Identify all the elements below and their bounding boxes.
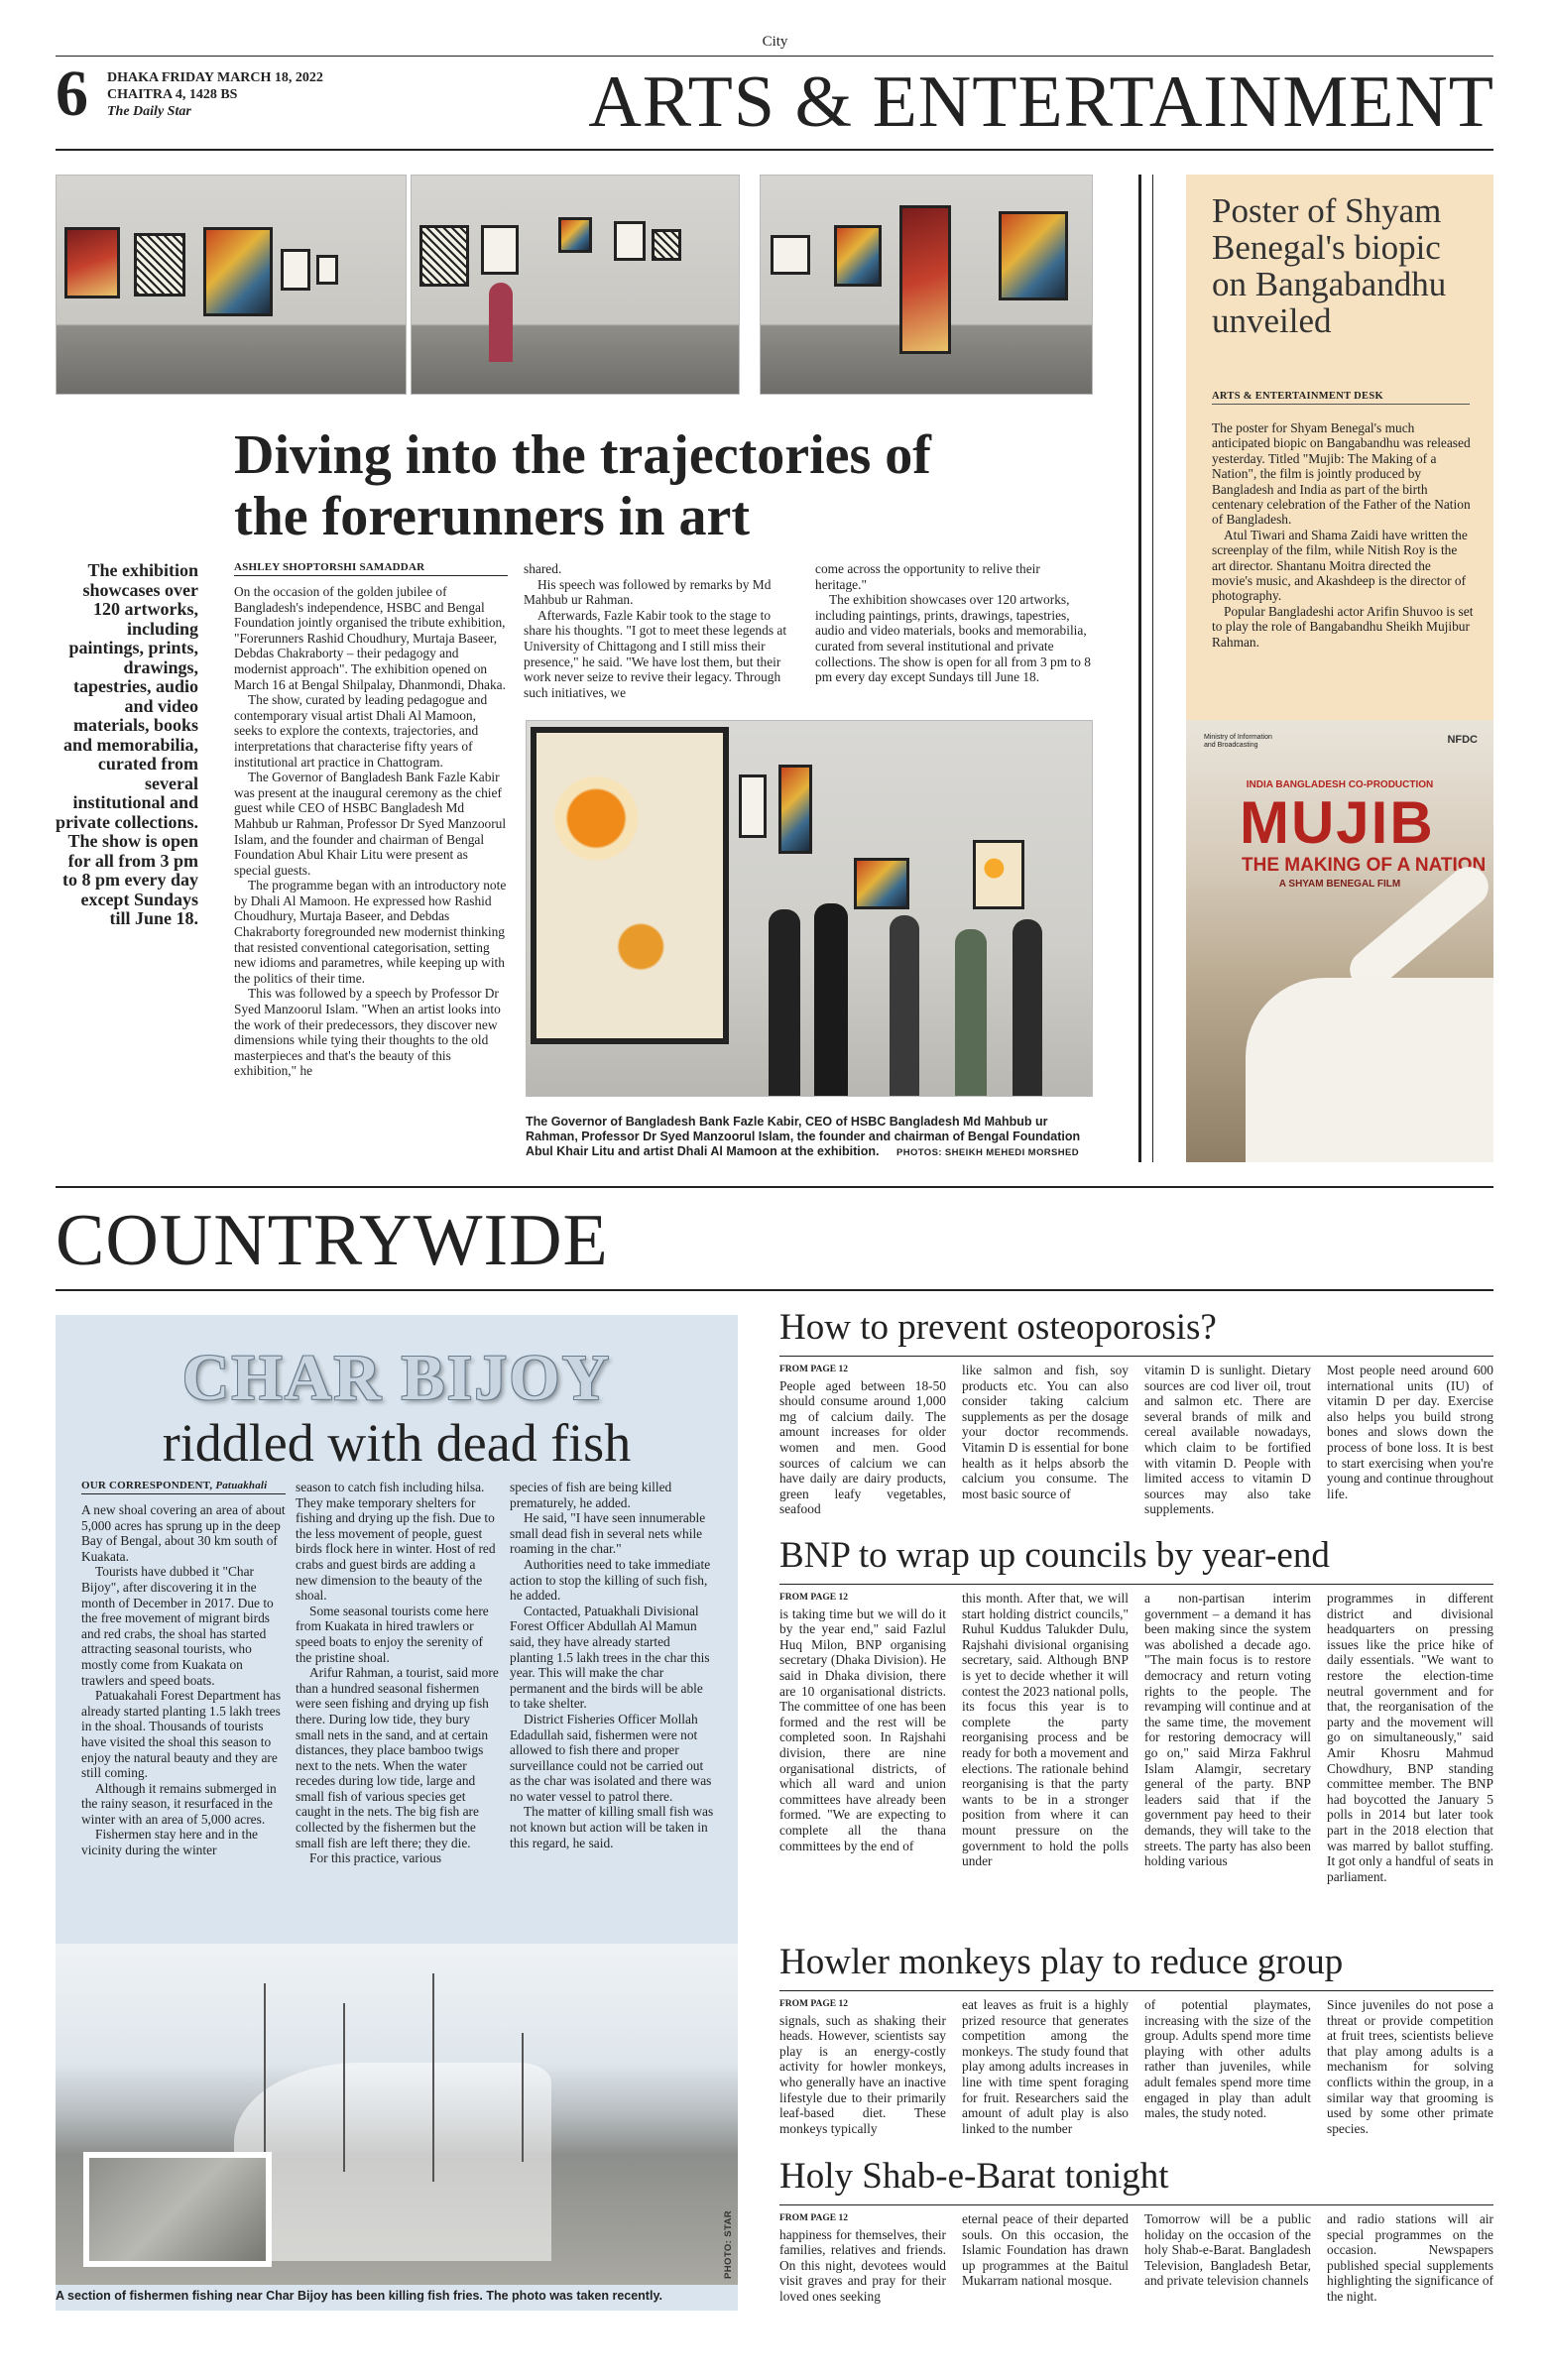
howler-col-2: eat leaves as fruit is a highly prized resource that generates competition among the monkeys. The study found that play among adults increases in line with time spent foraging for fruit. Researchers said the amount of adult play is also linked to the number — [962, 1997, 1129, 2136]
sidebar — [1186, 175, 1493, 1162]
bnp-frompage: FROM PAGE 12 — [779, 1593, 848, 1603]
char-col3-p3: Authorities need to take immediate action to stop the killing of such fish, he added. — [510, 1556, 711, 1604]
bnp-col-1 — [779, 1591, 946, 1853]
char-col1-p3: Patuakahali Forest Department has already started planting 1.5 lakh trees in the shoal. Thousands of tourists have visited the shoal this season to enjoy the natural beauty and they are still coming. — [81, 1688, 282, 1781]
bnp-col-2: this month. After that, we will start holding district councils," Ruhul Kuddus Talukder Dulu, Rajshahi divisional organising secretary, said. Although BNP is yet to decide whether it will contest the 2023 national polls, its focus this year is to complete the party reorganising process and be ready for both a movement and elections. The rationale behind reorganising is that the party wants to be in a stronger position from where it can mount pressure on the government to hold the polls under — [962, 1591, 1129, 1869]
osteo-body — [779, 1356, 1493, 1517]
arts-col2-p2: His speech was followed by remarks by Md Mahbub ur Rahman. — [524, 576, 772, 608]
countrywide-title: COUNTRYWIDE — [56, 1200, 609, 1281]
sidebar-headline: Poster of Shyam Benegal's biopic on Bangabandhu unveiled — [1212, 191, 1447, 340]
char-col-2 — [296, 1480, 500, 1866]
char-col-1 — [81, 1480, 286, 1858]
shab-body — [779, 2204, 1493, 2353]
ministry-logo: Ministry of Information and Broadcasting — [1204, 734, 1272, 749]
osteo-col-1 — [779, 1363, 946, 1517]
osteo-col1-text: People aged between 18-50 should consume around 1,000 mg of calcium daily. The amount increases for older women and men. Good sources of calcium we can have daily are dairy products, green leafy vegetables, seafood — [779, 1377, 946, 1517]
arts-byline: ASHLEY SHOPTORSHI SAMADDAR — [234, 561, 508, 576]
char-col2-p2: Some seasonal tourists come here from Kuakata in hired trawlers or speed boats to enjoy the serenity of the pristine shoal. — [296, 1603, 489, 1665]
char-col3-p5: District Fisheries Officer Mollah Edadullah said, fishermen were not allowed to fish there and proper surveillance could not be carried out as the char was isolated and there was no water vessel to patrol there. — [510, 1711, 712, 1804]
char-col2-p1: season to catch fish including hilsa. They make temporary shelters for fishing and drying up the fish. Due to the less movement of people, guest birds flock here in winter. Host of red crabs and guest birds are adding a new dimension to the beauty of the shoal. — [296, 1480, 496, 1604]
arts-col1-p4: The programme began with an introductory note by Dhali Al Mamoon. He expressed how Rashid Choudhury, Murtaja Baseer, and Debdas Chakraborty foregrounded new modernist thinking that resisted conventional categorisation, setting new idioms and parametres, while keeping up with the politics of their time. — [234, 878, 507, 986]
shab-headline: Holy Shab-e-Barat tonight — [779, 2156, 1169, 2197]
arts-col3-p2: The exhibition showcases over 120 artworks, including paintings, prints, drawings, tapestries, audio and video materials, books and memorabilia, curated from several institutional and private collections. The show is open for all from 3 pm to 8 pm every day except Sundays till June 18. — [815, 592, 1091, 685]
shab-col1-text: happiness for themselves, their families, relatives and friends. On this night, devotees would visit graves and pray for their loved ones seeking — [779, 2226, 946, 2304]
howler-col-3: of potential playmates, increasing with the size of the group. Adults spend more time playing with other adults rather than juveniles, while adult females spend more time engaged in play than adult males, the study noted. — [1144, 1997, 1311, 2121]
shab-col-4: and radio stations will air special programmes on the occasion. Newspapers published special supplements highlighting the significance of the night. — [1327, 2211, 1493, 2304]
poster-figure — [1246, 978, 1493, 1162]
page-meta — [107, 69, 323, 120]
page-number: 6 — [56, 58, 88, 130]
osteo-col-4: Most people need around 600 international units (IU) of vitamin D per day. Exercise also helps you build strong bones and slows down the process of bone loss. It is best to start exercising when you're young and continue throughout life. — [1327, 1363, 1493, 1501]
char-col3-p2: He said, "I have seen innumerable small dead fish in several nets while roaming in the char." — [510, 1510, 706, 1557]
howler-col-4: Since juveniles do not pose a threat or provide competition at fruit trees, scientists believe that play among adults is a mechanism for solving conflicts within the group, in a similar way that grooming is used by some other primate species. — [1327, 1997, 1493, 2136]
section-tag: City — [762, 34, 788, 50]
dateline: DHAKA FRIDAY MARCH 18, 2022 — [107, 70, 323, 85]
osteo-col-3: vitamin D is sunlight. Dietary sources are cod liver oil, trout and salmon etc. There are several brands of milk and cereal available nowadays, which claim to be fortified with vitamin D. People with limited access to vitamin D sources may also take supplements. — [1144, 1363, 1311, 1517]
masthead-rule — [56, 149, 1493, 151]
arts-headline-line2: the forerunners in art — [234, 486, 750, 547]
exhibition-photo-credit: PHOTOS: SHEIKH MEHEDI MORSHED — [895, 1147, 1080, 1158]
sidebar-divider-thin — [1152, 175, 1153, 1162]
exhibition-caption — [526, 1115, 1093, 1160]
char-byline-place: Patuakhali — [215, 1480, 268, 1491]
osteo-col-2: like salmon and fish, soy products etc. You can also consider taking calcium supplements as per the dosage your doctor recommends. Vitamin D is essential for bone health as it helps absorb the calcium you consume. The most basic source of — [962, 1363, 1129, 1501]
gallery-photo-2 — [411, 175, 740, 395]
char-col1-p2: Tourists have dubbed it "Char Bijoy", after discovering it in the month of December in 2017. Due to the free movement of migrant birds and red crabs, the shoal has started attracting seasonal tourists, who mostly come from Kuakata on trawlers and speed boats. — [81, 1564, 274, 1688]
arts-col3-p1: come across the opportunity to relive their heritage." — [815, 561, 1040, 592]
poster-director: A SHYAM BENEGAL FILM — [1278, 879, 1401, 890]
char-bijoy-box — [56, 1315, 738, 2311]
sidebar-p3: Popular Bangladeshi actor Arifin Shuvoo is set to play the role of Bangabandhu Sheikh Mujibur Rahman. — [1212, 603, 1474, 650]
poster-subtitle: THE MAKING OF A NATION — [1242, 855, 1487, 876]
char-col3-p4: Contacted, Patuakhali Divisional Forest Officer Abdullah Al Mamun said, they have already started planting 1.5 lakh trees in the char this year. This will make the char permanent and the birds will be able to take shelter. — [510, 1603, 710, 1712]
osteo-story — [779, 1307, 1493, 1517]
bnp-col-4: programmes in different district and divisional headquarters on pressing issues like the price hike of daily essentials. "We want to restore the election-time neutral government and for that, the reorganisation of the party and the movement will go on simultaneously," said Amir Khosru Mahmud Chowdhury, BNP standing committee member. The BNP had boycotted the January 5 polls in 2014 but later took part in the 2018 election that was marred by ballot stuffing. It got only a handful of seats in parliament. — [1327, 1591, 1493, 1884]
char-photo-credit: PHOTO: STAR — [723, 2210, 734, 2279]
arts-col-3 — [815, 561, 1093, 685]
howler-col-1 — [779, 1997, 946, 2136]
poster-tag: INDIA BANGLADESH CO-PRODUCTION — [1246, 779, 1434, 790]
arts-col-1 — [234, 561, 508, 1079]
arts-col-1-text — [234, 584, 508, 1079]
section-title: ARTS & ENTERTAINMENT — [588, 61, 1494, 143]
howler-frompage: FROM PAGE 12 — [779, 1999, 848, 2009]
howler-col1-text: signals, such as shaking their heads. However, scientists say play is an energy-costly activity for howler monkeys, who generally have an inactive lifestyle due to their primarily leaf-based diet. These monkeys typically — [779, 2012, 946, 2136]
char-col1-p1: A new shoal covering an area of about 5,000 acres has sprung up in the deep Bay of Bengal, about 30 km south of Kuakata. — [81, 1502, 286, 1564]
char-byline-name: OUR CORRESPONDENT, — [81, 1480, 213, 1491]
arts-col1-p3: The Governor of Bangladesh Bank Fazle Kabir was present at the inaugural ceremony as the chief guest while CEO of HSBC Bangladesh Md Mahbub ur Rahman, Professor Dr Syed Manzoorul Islam, and the founder and chairman of Bengal Foundation Abul Khair Litu were present as special guests. — [234, 770, 507, 878]
exhibition-caption-text: The Governor of Bangladesh Bank Fazle Kabir, CEO of HSBC Bangladesh Md Mahbub ur Rahman, Professor Dr Syed Manzoorul Islam, the founder and chairman of Bengal Foundation Abul Khair Litu and artist Dhali Al Mamoon at the exhibition. — [526, 1115, 1081, 1158]
arts-col1-p5: This was followed by a speech by Professor Dr Syed Manzoorul Islam. "When an artist looks into the work of their predecessors, they discover new dimensions while tying their thoughts to the old masterpieces and that's the beauty of this exhibition," he — [234, 986, 501, 1079]
howler-headline: Howler monkeys play to reduce group — [779, 1942, 1344, 1982]
sidebar-p2: Atul Tiwari and Shama Zaidi have written the screenplay of the film, while Nitish Roy is the art director. Shantanu Moitra directed the movie's music, and Akashdeep is the director of photography. — [1212, 527, 1468, 604]
shab-col-2: eternal peace of their departed souls. On this occasion, the Islamic Foundation has drawn up programmes at the Baitul Mukarram national mosque. — [962, 2211, 1129, 2289]
arts-col2-p1: shared. — [524, 561, 562, 576]
poster-title: MUJIB — [1240, 789, 1435, 856]
char-col3-p1: species of fish are being killed prematurely, he added. — [510, 1480, 672, 1510]
char-col1-p5: Fishermen stay here and in the vicinity during the winter — [81, 1827, 258, 1858]
char-bijoy-caption: A section of fishermen fishing near Char Bijoy has been killing fish fries. The photo was taken recently. — [56, 2289, 662, 2303]
bnp-body — [779, 1584, 1493, 1961]
shab-frompage: FROM PAGE 12 — [779, 2213, 848, 2223]
sidebar-body — [1212, 420, 1474, 650]
paper-logo: The Daily Star — [107, 104, 191, 119]
bangla-date: CHAITRA 4, 1428 BS — [107, 87, 238, 102]
char-col2-p3: Arifur Rahman, a tourist, said more than a hundred seasonal fishermen were seen fishing and drying up fish there. During low tide, they bury small nets in the sand, and at certain distances, they place bamboo twigs next to the nets. When the water recedes during low tide, large and small fish of various species get caught in the nets. The big fish are collected by the fishermen but the small fish are left there; they die. — [296, 1665, 499, 1850]
howler-story — [779, 1944, 1493, 2149]
osteo-headline: How to prevent osteoporosis? — [779, 1307, 1217, 1348]
shab-col-1 — [779, 2211, 946, 2305]
arts-col1-p2: The show, curated by leading pedagogue and contemporary visual artist Dhali Al Mamoon, seeks to explore the contexts, trajectories, and interpretations that characterise fifty years of institutional art practice in Chattogram. — [234, 692, 488, 770]
char-byline — [81, 1480, 286, 1494]
arts-col2-p3: Afterwards, Fazle Kabir took to the stage to share his thoughts. "I got to meet these legends at University of Chittagong and I still miss their presence," he said. "We have lost them, but their work never seize to revive their legacy. Through such initiatives, we — [524, 607, 787, 700]
arts-headline-line1: Diving into the trajectories of — [234, 424, 931, 486]
char-bijoy-kicker: CHAR BIJOY — [181, 1342, 612, 1414]
countrywide-rule-bottom — [56, 1289, 1493, 1291]
sidebar-desk: ARTS & ENTERTAINMENT DESK — [1212, 391, 1470, 405]
top-rule — [56, 56, 1493, 57]
sidebar-p1: The poster for Shyam Benegal's much anticipated biopic on Bangabandhu was released yesterday. Titled "Mujib: The Making of a Nation", the film is jointly produced by Bangladesh and India as part of the birth centenary celebration of the Father of the Nation of Bangladesh. — [1212, 420, 1471, 528]
bnp-col-3: a non-partisan interim government – a demand it has been making since the system was abolished a decade ago. "The main focus is to restore democracy and return voting rights to the people. The revamping will continue and at the same time, the movement for restoring democracy will go on," said Mirza Fakhrul Islam Alamgir, secretary general of the party. BNP leaders said that if the government pay heed to their demands, they will take to the streets. The party has also been holding various — [1144, 1591, 1311, 1869]
arts-col1-p1: On the occasion of the golden jubilee of Bangladesh's independence, HSBC and Bengal Foundation jointly organised the tribute exhibition, "Forerunners Rashid Choudhury, Murtaja Baseer, Debdas Chakraborty – their pedagogy and modernist approach". The exhibition opened on March 16 at Bengal Shilpalay, Dhanmondi, Dhaka. — [234, 584, 506, 692]
shab-col-3: Tomorrow will be a public holiday on the occasion of the holy Shab-e-Barat. Bangladesh Television, Bangladesh Betar, and private television channels — [1144, 2211, 1311, 2289]
char-col-1-text — [81, 1502, 286, 1858]
howler-body — [779, 1990, 1493, 2149]
arts-col-2 — [524, 561, 797, 700]
arts-headline — [234, 424, 1097, 547]
char-col1-p4: Although it remains submerged in the rainy season, it resurfaced in the winter with an area of 5,000 acres. — [81, 1780, 277, 1827]
char-bijoy-inset-photo — [83, 2152, 272, 2267]
countrywide-rule-top — [56, 1186, 1493, 1188]
bnp-headline: BNP to wrap up councils by year-end — [779, 1535, 1330, 1576]
pull-quote: The exhibition showcases over 120 artworks, including paintings, prints, drawings, tapestries, audio and video materials, books and memorabilia, curated from several institutional and private collections. The show is open for all from 3 pm to 8 pm every day except Sundays till June 18. — [56, 560, 198, 928]
char-col2-p4: For this practice, various — [309, 1850, 442, 1866]
char-col3-p6: The matter of killing small fish was not known but action will be taken in this regard, he said. — [510, 1804, 714, 1850]
osteo-frompage: FROM PAGE 12 — [779, 1365, 848, 1374]
char-col-3 — [510, 1480, 714, 1850]
shab-story — [779, 2158, 1493, 2353]
bnp-col1-text: is taking time but we will do it by the year end," said Fazlul Huq Milon, BNP organising secretary (Dhaka Division). He said in Dhaka division, there are 10 organisational districts. The committee of one has been formed and the rest will be completed soon. In Rajshahi division, there are nine organisational districts, of which all ward and union committees have already been formed. "We are expecting to complete all the thana committees by the end of — [779, 1606, 946, 1853]
gallery-photo-1 — [56, 175, 407, 395]
char-bijoy-photo — [56, 1944, 738, 2285]
nfdc-logo: NFDC — [1447, 734, 1478, 746]
bnp-story — [779, 1537, 1493, 1961]
char-bijoy-headline: riddled with dead fish — [162, 1413, 632, 1473]
sidebar-divider-left — [1138, 175, 1141, 1162]
exhibition-photo — [526, 720, 1093, 1097]
gallery-photo-3 — [760, 175, 1093, 395]
mujib-poster — [1186, 720, 1493, 1162]
